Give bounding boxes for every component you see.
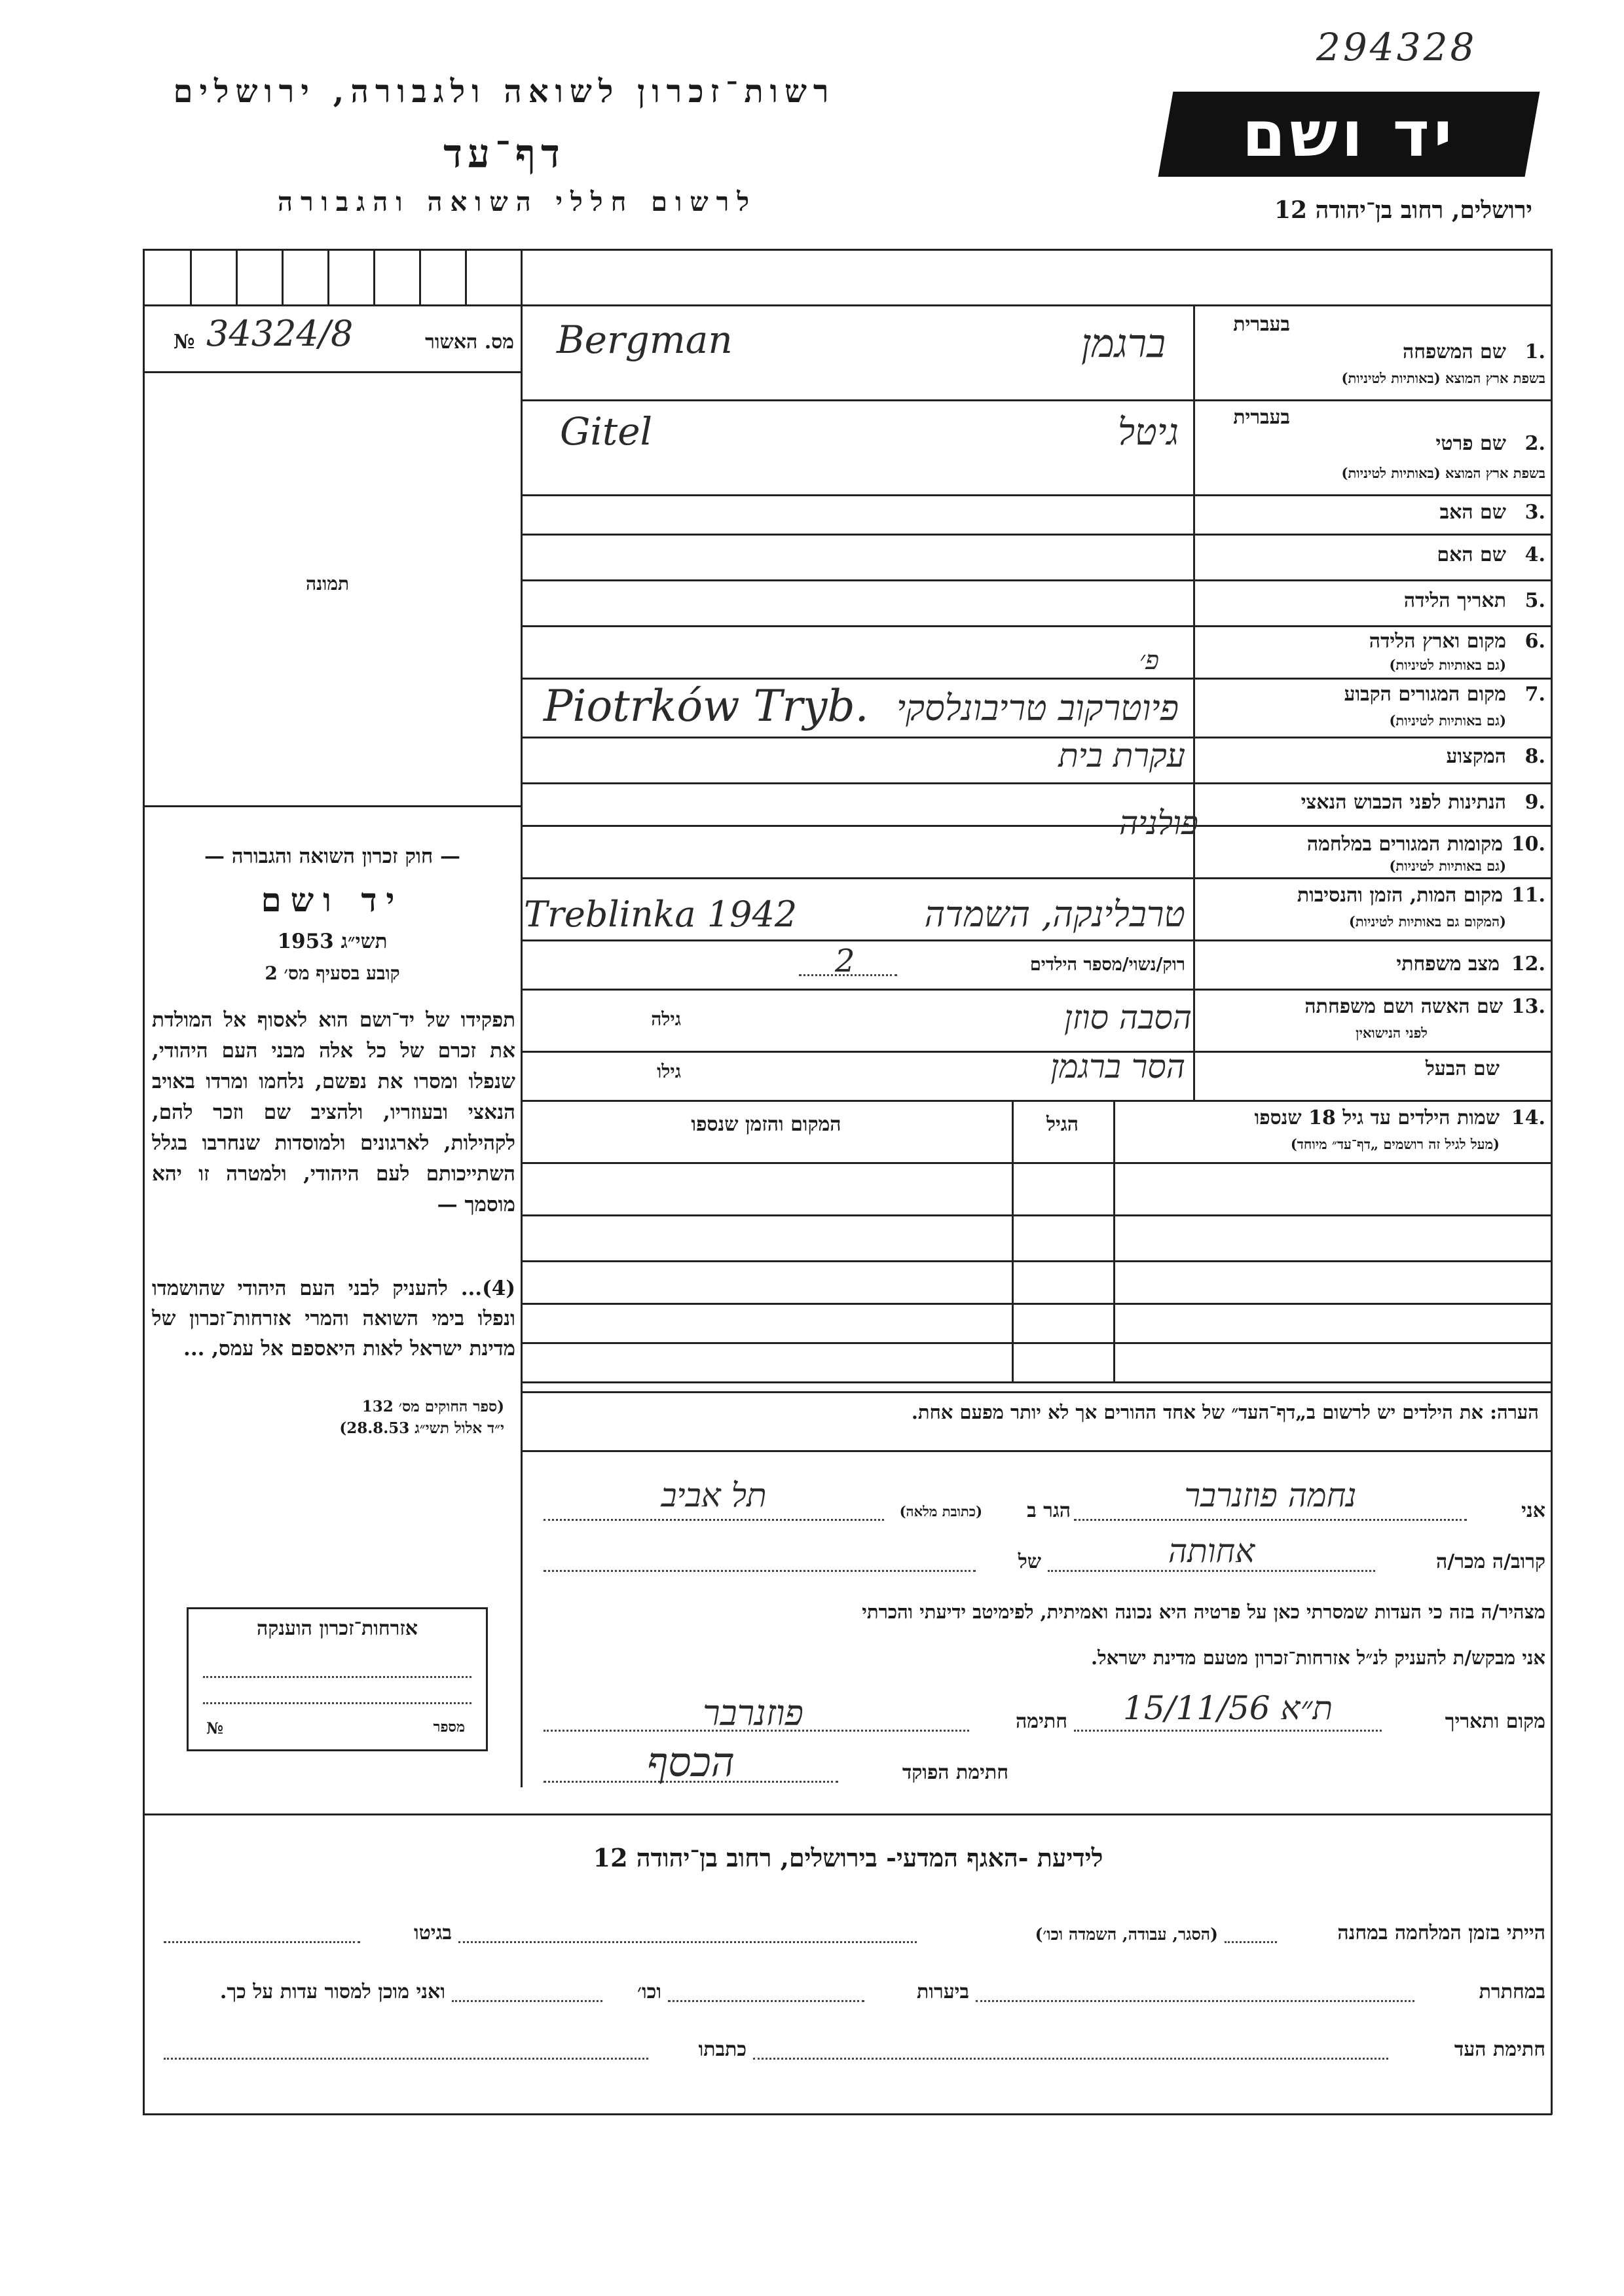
field-2-value-hebrew: גיטל (1117, 411, 1179, 454)
field-2-value-latin: Gitel (560, 409, 653, 454)
footer-line1-mid: (הסגר, עבודה, השמדה וכו׳) (1035, 1925, 1218, 1944)
law-text-2: (4)... להעניק לבני העם היהודי שהושמדו ונפלו בימי השואה והמרי אזרחות־זכרון של מדינת ישראל לאות היאספם אל עמס, ... (152, 1277, 515, 1360)
field-1-num: 1. (1524, 340, 1545, 363)
field-1-value-latin: Bergman (557, 318, 733, 362)
field-13-sub: לפני הנישואין (1356, 1025, 1428, 1041)
husband-name-label: שם הבעל (1425, 1057, 1500, 1080)
law-section: קובע בסעיף מס׳ 2 (265, 962, 400, 984)
header-address: ירושלים, רחוב בן־יהודה 12 (1274, 196, 1532, 224)
field-13-value: הסבה סוזן (1064, 998, 1192, 1036)
decl-signature-label: חתימה (1016, 1710, 1067, 1733)
field-2-label: שם פרטי (1435, 432, 1506, 455)
field-7-sub: (גם באותיות לטיניות) (1389, 712, 1506, 729)
citizenship-box-number-label: מספר (433, 1719, 465, 1736)
field-12-label: מצב משפחתי (1396, 953, 1500, 975)
signature-value: פוזנרבר (703, 1692, 803, 1734)
field-3-label: שם האב (1439, 501, 1506, 524)
field-1-label: שם המשפחה (1402, 340, 1506, 363)
certificate-number: 34324/8 (206, 313, 354, 354)
field-13-num: 13. (1511, 995, 1545, 1018)
law-reference: (ספר החוקים מס׳ 132 (361, 1398, 504, 1415)
field-12-num: 12. (1511, 953, 1545, 975)
field-5-num: 5. (1524, 589, 1545, 612)
decl-request: אני מבקש/ת להעניק לנ״ל אזרחות־זכרון מטעם מדינת ישראל. (1091, 1647, 1545, 1669)
field-8-value: עקרת בית (1058, 737, 1185, 774)
field-3-num: 3. (1524, 501, 1545, 524)
archive-number: 294328 (1316, 25, 1477, 69)
officer-signature-value: הכסף (646, 1738, 735, 1786)
field-9-label: הנתינות לפני הכבוש הנאצי (1301, 791, 1506, 814)
form-title: דף־עד (443, 131, 565, 177)
field-4-num: 4. (1524, 543, 1545, 566)
decl-relative-label: קרוב/ה מכר/ה (1436, 1550, 1545, 1573)
decl-statement: מצהיר/ה בזה כי העדות שמסרתי כאן על פרטיה היא נכונה ואמיתית, לפימיטב ידיעתי והכרתי (862, 1601, 1545, 1623)
field-6-sub: (גם באותיות לטיניות) (1389, 657, 1506, 673)
footer-address-label: כתבתו (698, 2038, 747, 2061)
field-2-hebrew-tag: בעברית (1233, 406, 1290, 429)
field-5-label: תאריך הלידה (1403, 589, 1506, 612)
field-7-value-latin: Piotrków Tryb. (544, 681, 869, 731)
form-subtitle: לרשום חללי השואה והגבורה (277, 187, 758, 217)
husband-name-value: הסר ברגמן (1050, 1048, 1185, 1085)
form-frame-right (1551, 249, 1553, 2115)
field-10-num: 10. (1511, 833, 1545, 856)
officer-signature-label: חתימת הפוקד (902, 1761, 1008, 1784)
footer-signature-label: חתימת העד (1454, 2038, 1545, 2061)
children-col-place-time: המקום והזמן שנספו (691, 1113, 841, 1136)
footer-line1-end: בגיטו (413, 1922, 452, 1944)
field-12-inline-label: רוק/נשוי/מספר הילדים (1029, 955, 1185, 975)
declarant-name: נחמה פוזנרבר (1184, 1476, 1357, 1514)
children-col-age: הגיל (1046, 1113, 1079, 1136)
field-1-hebrew-tag: בעברית (1233, 313, 1290, 336)
children-note: הערה: את הילדים יש לרשום ב„דף־העד״ של אחד ההורים אך לא יותר מפעם אחת. (911, 1401, 1539, 1423)
field-10-sub: (גם באותיות לטיניות) (1389, 858, 1506, 874)
relation-value: אחותה (1168, 1532, 1255, 1570)
citizenship-box-title: אזרחות־זכרון הוענקה (256, 1617, 418, 1640)
field-12-value: 2 (835, 943, 855, 979)
field-13-label: שם האשה ושם משפחתה (1304, 995, 1503, 1018)
husband-age-label: גילו (657, 1061, 681, 1082)
law-text: תפקידו של יד־ושם הוא לאסוף אל המולדת את זכרם של כל אלה מבני העם היהודי, שנפלו ומסרו את נפשם, נלחמו ומרדו באויב הנאצי ובעוזריו, ולהציב שם וזכר להם, לקהילות, לארגונים ולמוסדות שנחרבו בגלל השתייכותם לעם היהודי, ולמטרה זו יהא מוסמך — (152, 1008, 515, 1216)
footer-line2-mid: ביערות (916, 1980, 969, 2003)
decl-i-label: אני (1521, 1499, 1545, 1522)
footer-line2-start: במחתרת (1479, 1980, 1545, 2003)
children-title: שמות הילדים עד גיל 18 שנספו (1254, 1106, 1500, 1129)
field-7-num: 7. (1524, 683, 1545, 706)
field-11-label: מקום המות, הזמן והנסיבות (1297, 884, 1503, 907)
field-1-sub: בשפת ארץ המוצא (באותיות לטיניות) (1341, 370, 1545, 386)
field-6-num: 6. (1524, 630, 1545, 653)
footer-line2-etc: וכו׳ (637, 1980, 661, 2003)
form-frame-top (143, 249, 1552, 251)
field-10-label: מקומות המגורים במלחמה (1306, 833, 1503, 856)
field-4-label: שם האם (1437, 543, 1506, 566)
footer-line1-start: הייתי בזמן המלחמה במחנה (1337, 1922, 1545, 1944)
field-11-value-hebrew: טרבלינקה, השמדה (924, 894, 1185, 935)
field-6-value: פ׳ (1139, 646, 1159, 676)
field-8-num: 8. (1524, 745, 1545, 768)
footer-line2-end: ואני מוכן למסור עדות על כך. (219, 1980, 445, 2003)
law-year: תשי״ג 1953 (277, 930, 388, 953)
place-date-value: ת״א 15/11/56 (1123, 1689, 1333, 1727)
decl-full-address-label: (כתובת מלאה) (899, 1503, 982, 1520)
children-num: 14. (1511, 1106, 1545, 1129)
field-9-value: פולניה (1118, 804, 1198, 842)
decl-of-label: של (1018, 1550, 1041, 1573)
law-title: — חוק זכרון השואה והגבורה — (204, 845, 461, 868)
field-11-value-latin: Treblinka 1942 (524, 894, 798, 935)
field-2-sub: בשפת ארץ המוצא (באותיות לטיניות) (1341, 465, 1545, 481)
field-7-value-hebrew: פיוטרקוב טריבונלסקי (896, 687, 1179, 729)
field-6-label: מקום וארץ הלידה (1369, 630, 1506, 653)
certificate-label: מס. האשור (425, 331, 514, 354)
law-reference-date: י״ד אלול תשי״ג 28.8.53) (339, 1419, 504, 1437)
field-1-value-hebrew: ברגמן (1080, 321, 1166, 367)
photo-label: תמונה (305, 573, 350, 594)
footer-info-title: לידיעת -האגף המדעי- בירושלים, רחוב בן־יהודה 12 (593, 1843, 1103, 1872)
field-9-num: 9. (1524, 791, 1545, 814)
field-7-label: מקום המגורים הקבוע (1344, 683, 1506, 706)
citizenship-box-no-sign: № (206, 1719, 224, 1738)
field-8-label: המקצוע (1446, 745, 1506, 768)
decl-place-date-label: מקום ותאריך (1445, 1710, 1545, 1733)
logo-text: יד ושם (1242, 98, 1456, 171)
field-13-age-label: גילה (651, 1008, 681, 1030)
certificate-no-sign: № (174, 331, 195, 354)
form-frame-bottom (143, 2113, 1552, 2115)
law-name: יד ושם (261, 881, 404, 919)
declarant-address: תל אביב (661, 1476, 767, 1514)
authority-line: רשות־זכרון לשואה ולגבורה, ירושלים (173, 73, 836, 110)
field-11-sub: (המקום גם באותיות לטיניות) (1348, 913, 1506, 930)
decl-resides-label: הגר ב (1027, 1499, 1071, 1522)
children-subtitle: (מעל לגיל זה רושמים „דף־עד״ מיוחד) (1290, 1136, 1500, 1152)
field-11-num: 11. (1511, 884, 1545, 907)
field-2-num: 2. (1524, 432, 1545, 455)
